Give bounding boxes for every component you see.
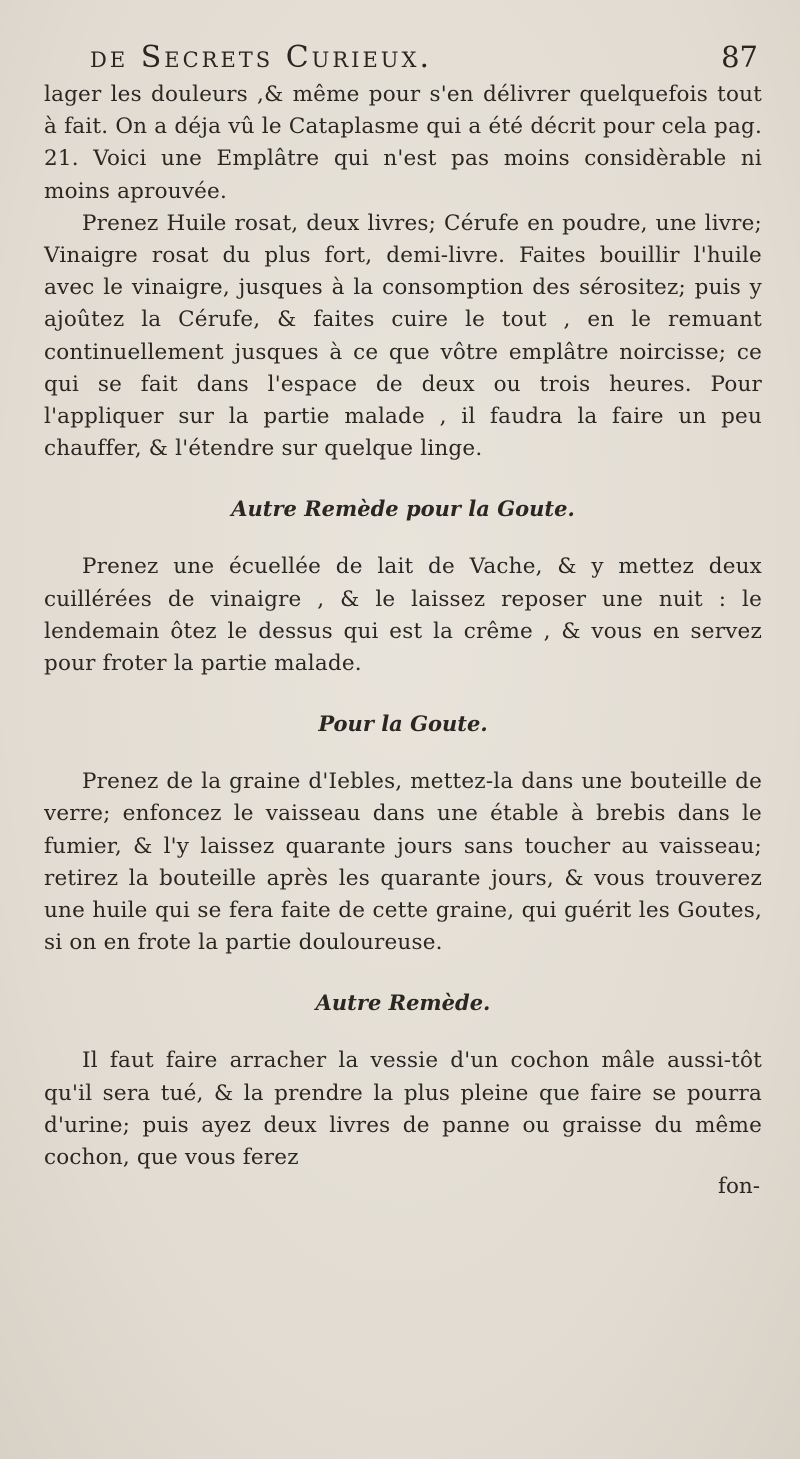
paragraph-vessie-cochon: Il faut faire arracher la vessie d'un cochon mâle aussi-tôt qu'il sera tué, & la prendre la plus pleine que faire se pourra d'urine; puis ayez deux livres de panne ou graisse du même cochon, que vous ferez — [44, 1048, 762, 1171]
section-heading-pour-la-goute: Pour la Goute. — [318, 711, 488, 737]
section-heading-autre-remede: Autre Remède. — [315, 990, 491, 1016]
body-text — [44, 79, 762, 1200]
page-number: 87 — [721, 40, 758, 74]
paragraph-lait-de-vache: Prenez une écuellée de lait de Vache, & y mettez deux cuillérées de vinaigre , & le laissez reposer une nuit : le lendemain ôtez le dessus qui est la crême , & vous en servez pour froter la partie malade. — [44, 554, 762, 677]
section-heading-autre-remede-goute: Autre Remède pour la Goute. — [231, 496, 575, 522]
paragraph-continuation: lager les douleurs ,& même pour s'en délivrer quelquefois tout à fait. On a déja vû le Cataplasme qui a été décrit pour cela pag. 21. Voici une Emplâtre qui n'est pas moins considèrable ni moins aprouvée. — [44, 82, 762, 204]
running-title: de Secrets Curieux. — [90, 40, 432, 75]
catchword: fon- — [717, 1174, 760, 1200]
paragraph-graine-iebles: Prenez de la graine d'Iebles, mettez-la dans une bouteille de verre; enfoncez le vaisseau dans une étable à brebis dans le fumier, & l'y laissez quarante jours sans toucher au vaisseau; retirez la bouteille après les quarante jours, & vous trouverez une huile qui se fera faite de cette graine, qui guérit les Goutes, si on en frote la partie douloureuse. — [44, 769, 762, 956]
running-head — [44, 40, 762, 75]
paragraph-emplatre-recipe: Prenez Huile rosat, deux livres; Cérufe en poudre, une livre; Vinaigre rosat du plus fort, demi-livre. Faites bouillir l'huile avec le vinaigre, jusques à la consomption des sérositez; puis y ajoûtez la Cérufe, & faites cuire le tout , en le remuant continuellement jusques à ce que vôtre emplâtre noircisse; ce qui se fait dans l'espace de deux ou trois heures. Pour l'appliquer sur la partie malade , il faudra la faire un peu chauffer, & l'étendre sur quelque linge. — [44, 210, 762, 462]
